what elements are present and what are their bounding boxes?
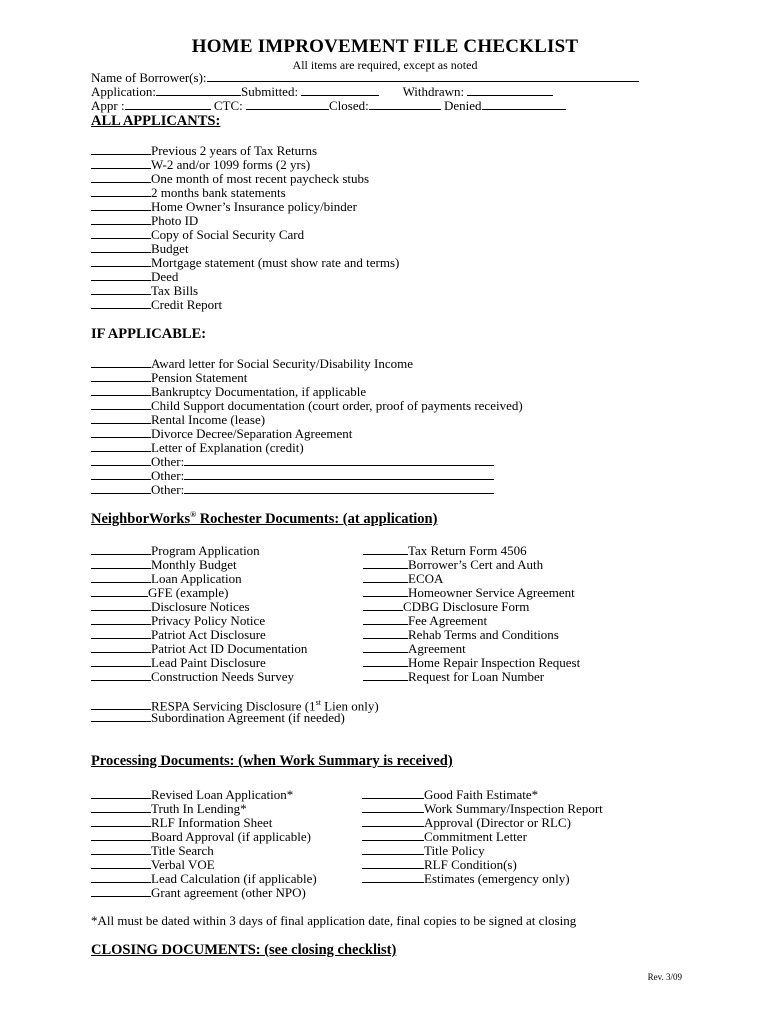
processing-right-list [362, 787, 603, 885]
page-title: HOME IMPROVEMENT FILE CHECKLIST [191, 36, 579, 57]
list-item[interactable]: Homeowner Service Agreement [363, 585, 580, 599]
list-item[interactable]: Board Approval (if applicable) [91, 829, 317, 843]
list-item[interactable]: Work Summary/Inspection Report [362, 801, 603, 815]
revision-label: Rev. 3/09 [647, 972, 682, 982]
checkbox-blank[interactable] [91, 843, 151, 855]
page-subtitle: All items are required, except as noted [292, 58, 478, 72]
list-item[interactable]: W-2 and/or 1099 forms (2 yrs) [91, 157, 399, 171]
checkbox-blank[interactable] [91, 370, 151, 382]
neighborworks-extra-list [91, 696, 379, 724]
list-item[interactable]: Title Search [91, 843, 317, 857]
list-item[interactable]: Agreement [363, 641, 580, 655]
list-item[interactable]: Award letter for Social Security/Disability Income [91, 356, 523, 370]
checkbox-blank[interactable] [91, 171, 151, 183]
list-item[interactable]: Truth In Lending* [91, 801, 317, 815]
checkbox-blank[interactable] [91, 710, 151, 722]
appr-row [91, 98, 566, 114]
checkbox-blank[interactable] [363, 543, 408, 555]
denied-field[interactable] [482, 98, 566, 110]
list-item[interactable]: CDBG Disclosure Form [363, 599, 580, 613]
processing-left-list [91, 787, 317, 899]
list-item[interactable]: Construction Needs Survey [91, 669, 307, 683]
list-item[interactable]: ECOA [363, 571, 580, 585]
checkbox-blank[interactable] [362, 801, 424, 813]
ctc-field[interactable] [246, 98, 329, 110]
if-applicable-list [91, 356, 523, 496]
list-item[interactable]: Deed [91, 269, 399, 283]
denied-label: Denied [443, 98, 482, 113]
other-field[interactable] [184, 482, 494, 494]
list-item[interactable]: RLF Condition(s) [362, 857, 603, 871]
checkbox-blank[interactable] [91, 297, 151, 309]
borrower-label: Name of Borrower(s): [91, 70, 207, 85]
list-item[interactable]: Tax Bills [91, 283, 399, 297]
checkbox-blank[interactable] [91, 412, 151, 424]
checkbox-blank[interactable] [362, 815, 424, 827]
checkbox-blank[interactable] [362, 787, 424, 799]
checkbox-blank[interactable] [91, 454, 151, 466]
list-item[interactable]: Lead Paint Disclosure [91, 655, 307, 669]
list-item[interactable]: Patriot Act ID Documentation [91, 641, 307, 655]
withdrawn-field[interactable] [467, 84, 553, 96]
list-item[interactable]: Photo ID [91, 213, 399, 227]
ctc-label: CTC: [213, 98, 243, 113]
checkbox-blank[interactable] [91, 356, 151, 368]
checkbox-blank[interactable] [91, 398, 151, 410]
list-item[interactable]: Commitment Letter [362, 829, 603, 843]
checkbox-blank[interactable] [91, 655, 151, 667]
list-item[interactable]: RLF Information Sheet [91, 815, 317, 829]
list-item[interactable]: Previous 2 years of Tax Returns [91, 143, 399, 157]
borrower-field[interactable] [207, 70, 639, 82]
checkbox-blank[interactable] [91, 669, 151, 681]
other-field[interactable] [184, 468, 494, 480]
list-item[interactable]: Borrower’s Cert and Auth [363, 557, 580, 571]
list-item[interactable]: Divorce Decree/Separation Agreement [91, 426, 523, 440]
checkbox-blank[interactable] [363, 655, 408, 667]
checkbox-blank[interactable] [362, 843, 424, 855]
list-item[interactable]: Home Owner’s Insurance policy/binder [91, 199, 399, 213]
checkbox-blank[interactable] [91, 213, 151, 225]
list-item[interactable]: Fee Agreement [363, 613, 580, 627]
checkbox-blank[interactable] [91, 857, 151, 869]
checkbox-blank[interactable] [91, 829, 151, 841]
checkbox-blank[interactable] [91, 143, 151, 155]
neighborworks-heading: NeighborWorks® Rochester Documents: (at application) [91, 510, 438, 527]
other-field[interactable] [184, 454, 494, 466]
appr-label: Appr : [91, 98, 125, 113]
all-applicants-heading: ALL APPLICANTS: [91, 113, 221, 129]
checkbox-blank[interactable] [363, 641, 408, 653]
list-item[interactable]: Mortgage statement (must show rate and terms) [91, 255, 399, 269]
list-item[interactable]: Home Repair Inspection Request [363, 655, 580, 669]
list-item[interactable]: Lead Calculation (if applicable) [91, 871, 317, 885]
checkbox-blank[interactable] [362, 829, 424, 841]
appr-field[interactable] [125, 98, 211, 110]
list-item[interactable]: 2 months bank statements [91, 185, 399, 199]
checkbox-blank[interactable] [91, 599, 151, 611]
list-item[interactable]: Grant agreement (other NPO) [91, 885, 317, 899]
checkbox-blank[interactable] [91, 283, 151, 295]
checkbox-blank[interactable] [362, 857, 424, 869]
list-item[interactable]: Bankruptcy Documentation, if applicable [91, 384, 523, 398]
other-item[interactable]: Other: [91, 468, 523, 482]
closed-field[interactable] [369, 98, 441, 110]
checkbox-blank[interactable] [363, 613, 408, 625]
checkbox-blank[interactable] [91, 641, 151, 653]
checkbox-blank[interactable] [91, 801, 151, 813]
checkbox-blank[interactable] [91, 269, 151, 281]
list-item[interactable]: Child Support documentation (court order, proof of payments received) [91, 398, 523, 412]
list-item[interactable]: Copy of Social Security Card [91, 227, 399, 241]
dating-note: *All must be dated within 3 days of final application date, final copies to be signed at closing [91, 913, 577, 928]
checkbox-blank[interactable] [91, 698, 151, 710]
checkbox-blank[interactable] [91, 627, 151, 639]
list-item[interactable]: Loan Application [91, 571, 307, 585]
checkbox-blank[interactable] [363, 585, 408, 597]
list-item[interactable]: Pension Statement [91, 370, 523, 384]
processing-heading: Processing Documents: (when Work Summary is received) [91, 753, 453, 769]
checkbox-blank[interactable] [91, 885, 151, 897]
checkbox-blank[interactable] [362, 871, 424, 883]
checkbox-blank[interactable] [91, 227, 151, 239]
list-item[interactable]: Verbal VOE [91, 857, 317, 871]
application-label: Application: [91, 84, 156, 99]
checkbox-blank[interactable] [91, 543, 151, 555]
checkbox-blank[interactable] [91, 557, 151, 569]
list-item[interactable]: GFE (example) [91, 585, 307, 599]
list-item[interactable]: Program Application [91, 543, 307, 557]
all-applicants-list [91, 143, 399, 311]
list-item[interactable]: Disclosure Notices [91, 599, 307, 613]
other-item[interactable]: Other: [91, 454, 523, 468]
checkbox-blank[interactable] [91, 482, 151, 494]
withdrawn-label: Withdrawn: [402, 84, 465, 99]
checkbox-blank[interactable] [91, 384, 151, 396]
checkbox-blank[interactable] [91, 815, 151, 827]
list-item[interactable]: Approval (Director or RLC) [362, 815, 603, 829]
checkbox-blank[interactable] [91, 199, 151, 211]
checkbox-blank[interactable] [91, 440, 151, 452]
checkbox-blank[interactable] [91, 255, 151, 267]
checkbox-blank[interactable] [91, 185, 151, 197]
checkbox-blank[interactable] [363, 571, 408, 583]
list-item[interactable]: Letter of Explanation (credit) [91, 440, 523, 454]
checkbox-blank[interactable] [91, 613, 151, 625]
list-item[interactable]: Monthly Budget [91, 557, 307, 571]
checkbox-blank[interactable] [363, 599, 403, 611]
list-item[interactable]: Rental Income (lease) [91, 412, 523, 426]
checkbox-blank[interactable] [91, 585, 148, 597]
checkbox-blank[interactable] [91, 426, 151, 438]
checkbox-blank[interactable] [91, 157, 151, 169]
list-item[interactable]: Credit Report [91, 297, 399, 311]
checkbox-blank[interactable] [91, 787, 151, 799]
list-item[interactable]: Privacy Policy Notice [91, 613, 307, 627]
list-item[interactable]: Rehab Terms and Conditions [363, 627, 580, 641]
neighborworks-left-list [91, 543, 307, 683]
submitted-field[interactable] [301, 84, 379, 96]
other-item[interactable]: Other: [91, 482, 523, 496]
list-item[interactable]: Request for Loan Number [363, 669, 580, 683]
checkbox-blank[interactable] [91, 871, 151, 883]
neighborworks-right-list [363, 543, 580, 683]
checkbox-blank[interactable] [91, 241, 151, 253]
list-item[interactable]: One month of most recent paycheck stubs [91, 171, 399, 185]
list-item[interactable]: Patriot Act Disclosure [91, 627, 307, 641]
application-field[interactable] [156, 84, 241, 96]
checkbox-blank[interactable] [91, 571, 151, 583]
checkbox-blank[interactable] [363, 557, 408, 569]
list-item[interactable]: Good Faith Estimate* [362, 787, 603, 801]
list-item[interactable]: Tax Return Form 4506 [363, 543, 580, 557]
checkbox-blank[interactable] [91, 468, 151, 480]
list-item[interactable]: Revised Loan Application* [91, 787, 317, 801]
list-item[interactable]: Subordination Agreement (if needed) [91, 710, 379, 724]
submitted-label: Submitted: [241, 84, 299, 99]
closing-heading: CLOSING DOCUMENTS: (see closing checklist) [91, 942, 397, 958]
checkbox-blank[interactable] [363, 669, 408, 681]
closed-label: Closed: [329, 98, 369, 113]
list-item[interactable]: Budget [91, 241, 399, 255]
list-item[interactable]: Title Policy [362, 843, 603, 857]
if-applicable-heading: IF APPLICABLE: [91, 326, 207, 342]
checkbox-blank[interactable] [363, 627, 408, 639]
list-item[interactable]: Estimates (emergency only) [362, 871, 603, 885]
list-item[interactable]: RESPA Servicing Disclosure (1st Lien only) [91, 696, 379, 710]
